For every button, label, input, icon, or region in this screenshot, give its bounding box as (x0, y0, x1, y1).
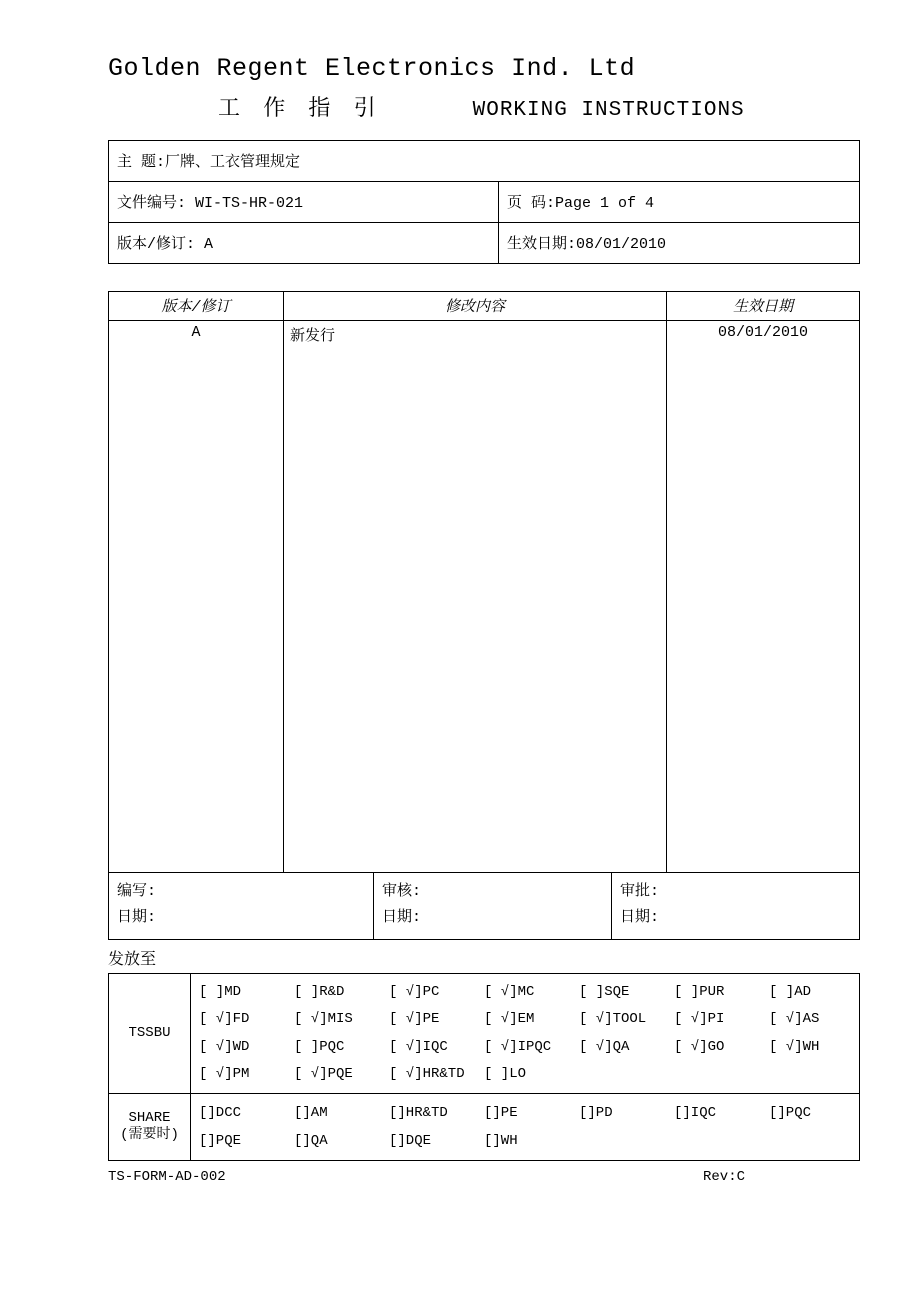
approved-by-cell (612, 872, 860, 940)
page-label: 页 码: (507, 195, 556, 212)
table-row (109, 222, 860, 263)
checkbox-share-wh[interactable]: []WH (484, 1133, 518, 1150)
checkbox-as[interactable]: [ √]AS (769, 1011, 820, 1028)
doc-number-cell (109, 181, 499, 222)
checkbox-pe[interactable]: [ √]PE (389, 1011, 440, 1028)
document-info-table (108, 140, 860, 264)
form-revision: Rev:C (702, 1169, 745, 1186)
checked-by-cell (374, 872, 612, 940)
document-title-row (108, 91, 860, 122)
prepared-by-cell (109, 872, 374, 940)
revision-date: 08/01/2010 (667, 320, 860, 872)
approved-by-label: 审批: (620, 882, 660, 900)
tssbu-label: TSSBU (109, 974, 191, 1094)
checkbox-md[interactable]: [ ]MD (199, 984, 242, 1000)
doc-number-value: WI-TS-HR-021 (195, 195, 304, 212)
document-title-chinese: 工 作 指 引 (218, 96, 381, 122)
table-row (109, 974, 860, 1094)
share-sub-label: (需要时) (120, 1127, 179, 1144)
checkbox-mc[interactable]: [ √]MC (484, 984, 535, 1000)
checkbox-ipqc[interactable]: [ √]IPQC (484, 1038, 552, 1055)
prepared-by-label: 编写: (117, 882, 157, 900)
approved-by-date-label: 日期: (620, 908, 660, 926)
effective-date-cell (499, 222, 860, 263)
checked-by-date-label: 日期: (382, 908, 422, 926)
tssbu-row-1 (199, 979, 855, 1006)
page-footer (108, 1169, 859, 1185)
checkbox-qa[interactable]: [ √]QA (579, 1038, 630, 1055)
checkbox-share-pd[interactable]: []PD (579, 1105, 613, 1122)
subject-label: 主 题 (117, 154, 157, 171)
page-value: Page 1 of 4 (555, 195, 655, 212)
revision-version: A (109, 320, 284, 872)
checkbox-share-am[interactable]: []AM (294, 1105, 328, 1122)
checkbox-wh[interactable]: [ √]WH (769, 1038, 820, 1055)
tssbu-checkbox-group (191, 974, 860, 1094)
tssbu-row-3 (199, 1034, 855, 1061)
doc-number-label: 文件编号: (117, 195, 196, 212)
checkbox-fd[interactable]: [ √]FD (199, 1011, 250, 1028)
checkbox-tool[interactable]: [ √]TOOL (579, 1011, 647, 1028)
form-number: TS-FORM-AD-002 (108, 1169, 226, 1186)
signature-table (108, 872, 860, 941)
column-header-date: 生效日期 (667, 291, 860, 320)
distribution-heading: 发放至 (108, 951, 157, 969)
tssbu-row-4 (199, 1061, 855, 1088)
page-cell (499, 181, 860, 222)
share-row-1 (199, 1099, 855, 1127)
subject-cell (109, 140, 860, 181)
share-row-2 (199, 1127, 855, 1155)
company-title: Golden Regent Electronics Ind. Ltd (108, 54, 636, 83)
checkbox-mis[interactable]: [ √]MIS (294, 1011, 353, 1028)
checkbox-share-pqc[interactable]: []PQC (769, 1105, 812, 1122)
distribution-table (108, 973, 860, 1161)
checkbox-share-qa[interactable]: []QA (294, 1133, 328, 1150)
share-checkbox-group (191, 1094, 860, 1161)
checkbox-pqe[interactable]: [ √]PQE (294, 1065, 353, 1082)
version-cell (109, 222, 499, 263)
effective-date-label: 生效日期: (507, 236, 577, 253)
checkbox-share-hrtd[interactable]: []HR&TD (389, 1105, 448, 1122)
version-value: A (204, 236, 214, 253)
checkbox-em[interactable]: [ √]EM (484, 1011, 535, 1028)
checkbox-hrtd[interactable]: [ √]HR&TD (389, 1065, 465, 1082)
version-label: 版本/修订: (117, 236, 205, 253)
table-row (109, 1094, 860, 1161)
prepared-by-date-label: 日期: (117, 908, 157, 926)
tssbu-row-2 (199, 1006, 855, 1033)
document-title-english: WORKING INSTRUCTIONS (472, 98, 745, 122)
checkbox-share-pe[interactable]: []PE (484, 1105, 518, 1122)
checked-by-label: 审核: (382, 882, 422, 900)
column-header-content: 修改内容 (284, 291, 667, 320)
checkbox-pqc[interactable]: [ ]PQC (294, 1038, 345, 1055)
table-row (109, 140, 860, 181)
checkbox-go[interactable]: [ √]GO (674, 1038, 725, 1055)
checkbox-iqc[interactable]: [ √]IQC (389, 1038, 448, 1055)
checkbox-share-dqe[interactable]: []DQE (389, 1133, 432, 1150)
checkbox-pi[interactable]: [ √]PI (674, 1011, 725, 1028)
checkbox-pm[interactable]: [ √]PM (199, 1065, 250, 1082)
checkbox-rd[interactable]: [ ]R&D (294, 984, 345, 1000)
checkbox-wd[interactable]: [ √]WD (199, 1038, 250, 1055)
checkbox-share-iqc[interactable]: []IQC (674, 1105, 717, 1122)
revision-history-table (108, 291, 860, 873)
checkbox-sqe[interactable]: [ ]SQE (579, 984, 630, 1000)
table-row (109, 872, 860, 940)
checkbox-share-dcc[interactable]: []DCC (199, 1105, 242, 1122)
share-label: SHARE (128, 1110, 171, 1127)
table-row (109, 320, 860, 872)
share-label-cell (109, 1094, 191, 1161)
effective-date-value: 08/01/2010 (576, 236, 667, 253)
checkbox-pur[interactable]: [ ]PUR (674, 984, 725, 1000)
checkbox-share-pqe[interactable]: []PQE (199, 1133, 242, 1150)
checkbox-ad[interactable]: [ ]AD (769, 984, 812, 1000)
subject-value: :厂牌、工衣管理规定 (156, 154, 301, 171)
revision-content: 新发行 (284, 320, 667, 872)
checkbox-pc[interactable]: [ √]PC (389, 984, 440, 1000)
table-header-row (109, 291, 860, 320)
table-row (109, 181, 860, 222)
column-header-version: 版本/修订 (109, 291, 284, 320)
checkbox-lo[interactable]: [ ]LO (484, 1065, 527, 1082)
